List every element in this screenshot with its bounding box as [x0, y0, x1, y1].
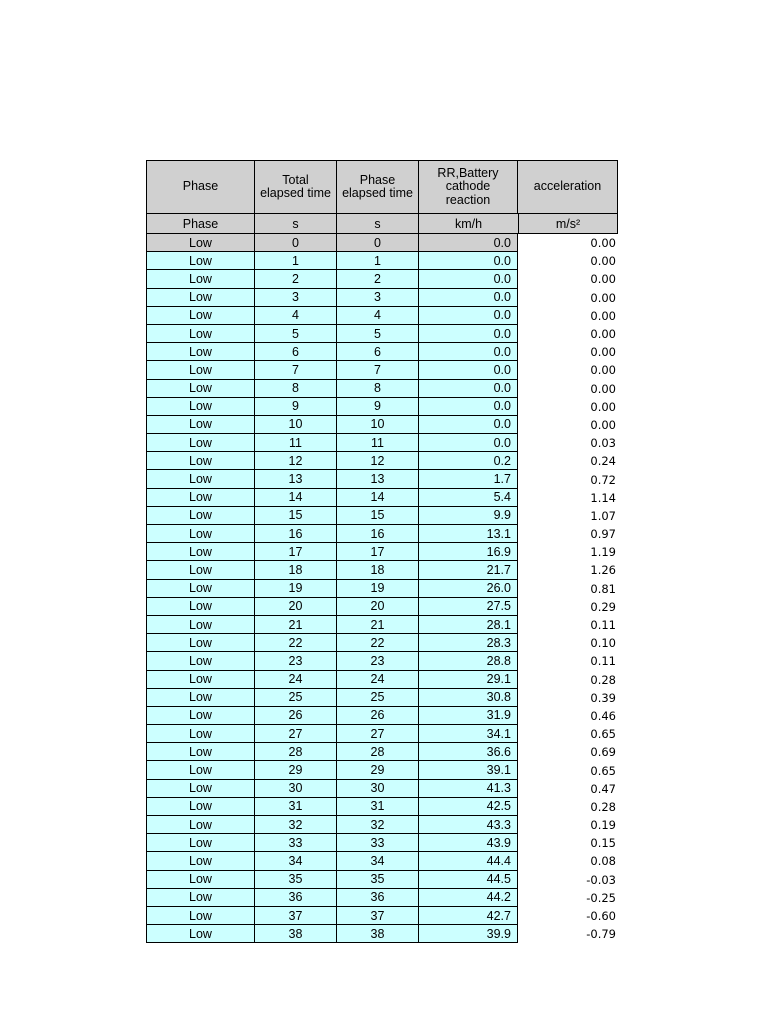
cell-total-elapsed-time[interactable]: 6: [254, 343, 336, 361]
cell-acceleration[interactable]: 0.28: [590, 799, 616, 814]
cell-total-elapsed-time[interactable]: 14: [254, 489, 336, 507]
table-row: [146, 798, 618, 816]
cell-phase[interactable]: Low: [146, 361, 254, 379]
cell-phase[interactable]: Low: [146, 507, 254, 525]
cell-speed[interactable]: 28.1: [418, 616, 518, 634]
table-row: [146, 761, 618, 779]
cell-speed[interactable]: 31.9: [418, 707, 518, 725]
cell-phase-elapsed-time[interactable]: 1: [336, 252, 418, 270]
cell-phase-elapsed-time[interactable]: 30: [336, 780, 418, 798]
cell-speed[interactable]: 34.1: [418, 725, 518, 743]
header-rr-battery-cathode-reaction[interactable]: RR,Battery cathode reaction: [418, 160, 518, 214]
cell-phase-elapsed-time[interactable]: 34: [336, 852, 418, 870]
table-row: [146, 270, 618, 288]
cell-speed[interactable]: 0.0: [418, 361, 518, 379]
cell-total-elapsed-time[interactable]: 17: [254, 543, 336, 561]
cell-phase-elapsed-time[interactable]: 7: [336, 361, 418, 379]
cell-acceleration[interactable]: 0.46: [590, 708, 616, 723]
table-row: [146, 580, 618, 598]
cell-phase[interactable]: Low: [146, 561, 254, 579]
cell-total-elapsed-time[interactable]: 29: [254, 761, 336, 779]
unit-phase[interactable]: Phase: [146, 214, 254, 234]
cell-phase-elapsed-time[interactable]: 23: [336, 652, 418, 670]
cell-speed[interactable]: 39.1: [418, 761, 518, 779]
cell-phase-elapsed-time[interactable]: 18: [336, 561, 418, 579]
cell-acceleration[interactable]: 0.00: [590, 254, 616, 269]
cell-speed[interactable]: 26.0: [418, 580, 518, 598]
cell-phase[interactable]: Low: [146, 907, 254, 925]
cell-speed[interactable]: 27.5: [418, 598, 518, 616]
cell-phase[interactable]: Low: [146, 252, 254, 270]
cell-total-elapsed-time[interactable]: 12: [254, 452, 336, 470]
cell-acceleration[interactable]: 0.11: [590, 618, 616, 633]
table-row: [146, 852, 618, 870]
cell-phase-elapsed-time[interactable]: 19: [336, 580, 418, 598]
cell-total-elapsed-time[interactable]: 36: [254, 889, 336, 907]
table-row: [146, 652, 618, 670]
cell-phase-elapsed-time[interactable]: 6: [336, 343, 418, 361]
cell-acceleration[interactable]: 0.00: [590, 417, 616, 432]
cell-phase-elapsed-time[interactable]: 31: [336, 798, 418, 816]
table-row: [146, 343, 618, 361]
table-row: [146, 416, 618, 434]
cell-phase[interactable]: Low: [146, 598, 254, 616]
cell-total-elapsed-time[interactable]: 37: [254, 907, 336, 925]
cell-total-elapsed-time[interactable]: 13: [254, 470, 336, 488]
cell-phase[interactable]: Low: [146, 816, 254, 834]
cell-acceleration[interactable]: 0.00: [590, 345, 616, 360]
cell-acceleration[interactable]: 0.00: [590, 381, 616, 396]
cell-acceleration[interactable]: 0.00: [590, 308, 616, 323]
cell-speed[interactable]: 29.1: [418, 671, 518, 689]
cell-speed[interactable]: 0.0: [418, 289, 518, 307]
cell-phase[interactable]: Low: [146, 289, 254, 307]
table-row: [146, 816, 618, 834]
cell-speed[interactable]: 0.0: [418, 307, 518, 325]
cell-total-elapsed-time[interactable]: 34: [254, 852, 336, 870]
cell-total-elapsed-time[interactable]: 5: [254, 325, 336, 343]
cell-phase-elapsed-time[interactable]: 21: [336, 616, 418, 634]
table-row: [146, 925, 618, 943]
table-row: [146, 725, 618, 743]
table-row: [146, 452, 618, 470]
cell-speed[interactable]: 30.8: [418, 689, 518, 707]
cell-speed[interactable]: 13.1: [418, 525, 518, 543]
cell-speed[interactable]: 36.6: [418, 743, 518, 761]
cell-total-elapsed-time[interactable]: 0: [254, 234, 336, 252]
cell-phase-elapsed-time[interactable]: 29: [336, 761, 418, 779]
cell-speed[interactable]: 0.2: [418, 452, 518, 470]
header-phase-elapsed-time[interactable]: Phase elapsed time: [336, 160, 418, 214]
cell-total-elapsed-time[interactable]: 1: [254, 252, 336, 270]
cell-speed[interactable]: 0.0: [418, 270, 518, 288]
table-row: [146, 780, 618, 798]
cell-phase-elapsed-time[interactable]: 35: [336, 871, 418, 889]
table-row: [146, 398, 618, 416]
cell-speed[interactable]: 42.7: [418, 907, 518, 925]
cell-phase[interactable]: Low: [146, 543, 254, 561]
cell-total-elapsed-time[interactable]: 32: [254, 816, 336, 834]
cell-speed[interactable]: 28.8: [418, 652, 518, 670]
cell-phase[interactable]: Low: [146, 616, 254, 634]
cell-phase[interactable]: Low: [146, 234, 254, 252]
table-row: [146, 616, 618, 634]
cell-speed[interactable]: 41.3: [418, 780, 518, 798]
cell-phase[interactable]: Low: [146, 671, 254, 689]
cell-total-elapsed-time[interactable]: 30: [254, 780, 336, 798]
cell-total-elapsed-time[interactable]: 25: [254, 689, 336, 707]
cell-speed[interactable]: 0.0: [418, 434, 518, 452]
unit-total-elapsed-time[interactable]: s: [254, 214, 336, 234]
cell-acceleration[interactable]: 0.00: [590, 272, 616, 287]
cell-speed[interactable]: 0.0: [418, 416, 518, 434]
cell-phase[interactable]: Low: [146, 761, 254, 779]
cell-phase[interactable]: Low: [146, 743, 254, 761]
cell-phase[interactable]: Low: [146, 416, 254, 434]
unit-acceleration[interactable]: m/s²: [518, 214, 618, 234]
cell-phase[interactable]: Low: [146, 380, 254, 398]
cell-speed[interactable]: 0.0: [418, 380, 518, 398]
cell-acceleration[interactable]: 0.28: [590, 672, 616, 687]
cell-phase-elapsed-time[interactable]: 36: [336, 889, 418, 907]
cell-acceleration[interactable]: 0.00: [590, 236, 616, 251]
cell-phase[interactable]: Low: [146, 470, 254, 488]
cell-acceleration[interactable]: 0.47: [590, 781, 616, 796]
cell-phase[interactable]: Low: [146, 707, 254, 725]
cell-phase-elapsed-time[interactable]: 28: [336, 743, 418, 761]
table-row: [146, 907, 618, 925]
cell-speed[interactable]: 44.5: [418, 871, 518, 889]
units-row: [146, 214, 618, 234]
cell-acceleration[interactable]: 1.07: [590, 508, 616, 523]
table-row: [146, 871, 618, 889]
unit-speed[interactable]: km/h: [418, 214, 518, 234]
cell-total-elapsed-time[interactable]: 3: [254, 289, 336, 307]
cell-phase[interactable]: Low: [146, 652, 254, 670]
cell-acceleration[interactable]: -0.79: [586, 927, 616, 942]
cell-acceleration[interactable]: 0.69: [590, 745, 616, 760]
cell-total-elapsed-time[interactable]: 18: [254, 561, 336, 579]
cell-acceleration[interactable]: -0.25: [586, 890, 616, 905]
cell-phase[interactable]: Low: [146, 343, 254, 361]
cell-phase[interactable]: Low: [146, 689, 254, 707]
cell-phase-elapsed-time[interactable]: 4: [336, 307, 418, 325]
cell-speed[interactable]: 44.2: [418, 889, 518, 907]
table-row: [146, 889, 618, 907]
cell-speed[interactable]: 0.0: [418, 234, 518, 252]
cell-speed[interactable]: 1.7: [418, 470, 518, 488]
cell-phase[interactable]: Low: [146, 798, 254, 816]
cell-acceleration[interactable]: 0.39: [590, 690, 616, 705]
cell-total-elapsed-time[interactable]: 7: [254, 361, 336, 379]
cell-phase-elapsed-time[interactable]: 26: [336, 707, 418, 725]
cell-phase-elapsed-time[interactable]: 13: [336, 470, 418, 488]
cell-phase-elapsed-time[interactable]: 9: [336, 398, 418, 416]
cell-phase[interactable]: Low: [146, 434, 254, 452]
cell-speed[interactable]: 0.0: [418, 398, 518, 416]
cell-total-elapsed-time[interactable]: 4: [254, 307, 336, 325]
cell-phase-elapsed-time[interactable]: 20: [336, 598, 418, 616]
table-row: [146, 689, 618, 707]
cell-total-elapsed-time[interactable]: 33: [254, 834, 336, 852]
cell-acceleration[interactable]: 0.72: [590, 472, 616, 487]
cell-phase-elapsed-time[interactable]: 25: [336, 689, 418, 707]
cell-phase[interactable]: Low: [146, 852, 254, 870]
table-row: [146, 561, 618, 579]
cell-speed[interactable]: 0.0: [418, 325, 518, 343]
cell-total-elapsed-time[interactable]: 38: [254, 925, 336, 943]
table-row: [146, 252, 618, 270]
cell-phase-elapsed-time[interactable]: 22: [336, 634, 418, 652]
cell-acceleration[interactable]: 0.15: [590, 836, 616, 851]
cell-phase[interactable]: Low: [146, 270, 254, 288]
cell-phase[interactable]: Low: [146, 580, 254, 598]
table-row: [146, 671, 618, 689]
cell-acceleration[interactable]: 0.00: [590, 290, 616, 305]
header-total-elapsed-time[interactable]: Total elapsed time: [254, 160, 336, 214]
table-row: [146, 289, 618, 307]
cell-total-elapsed-time[interactable]: 2: [254, 270, 336, 288]
cell-acceleration[interactable]: 0.24: [590, 454, 616, 469]
unit-phase-elapsed-time[interactable]: s: [336, 214, 418, 234]
table-row: [146, 743, 618, 761]
cell-phase[interactable]: Low: [146, 307, 254, 325]
cell-total-elapsed-time[interactable]: 24: [254, 671, 336, 689]
table-row: [146, 525, 618, 543]
cell-speed[interactable]: 16.9: [418, 543, 518, 561]
cell-phase-elapsed-time[interactable]: 8: [336, 380, 418, 398]
cell-acceleration[interactable]: 0.08: [590, 854, 616, 869]
cell-phase[interactable]: Low: [146, 834, 254, 852]
header-phase[interactable]: Phase: [146, 160, 254, 214]
cell-speed[interactable]: 0.0: [418, 252, 518, 270]
cell-acceleration[interactable]: 0.03: [590, 436, 616, 451]
cell-acceleration[interactable]: 0.10: [590, 636, 616, 651]
table-row: [146, 325, 618, 343]
cell-acceleration[interactable]: 1.26: [590, 563, 616, 578]
cell-total-elapsed-time[interactable]: 35: [254, 871, 336, 889]
table-row: [146, 307, 618, 325]
cell-total-elapsed-time[interactable]: 20: [254, 598, 336, 616]
cell-phase-elapsed-time[interactable]: 10: [336, 416, 418, 434]
table-row: [146, 361, 618, 379]
cell-phase[interactable]: Low: [146, 889, 254, 907]
cell-acceleration[interactable]: 0.19: [590, 818, 616, 833]
cell-phase-elapsed-time[interactable]: 3: [336, 289, 418, 307]
cell-total-elapsed-time[interactable]: 21: [254, 616, 336, 634]
cell-speed[interactable]: 43.9: [418, 834, 518, 852]
cell-speed[interactable]: 43.3: [418, 816, 518, 834]
header-acceleration[interactable]: acceleration: [518, 160, 618, 214]
cell-acceleration[interactable]: 0.97: [590, 527, 616, 542]
cell-phase-elapsed-time[interactable]: 24: [336, 671, 418, 689]
cell-total-elapsed-time[interactable]: 16: [254, 525, 336, 543]
table-row: [146, 380, 618, 398]
cell-speed[interactable]: 28.3: [418, 634, 518, 652]
cell-acceleration[interactable]: 1.19: [590, 545, 616, 560]
cell-phase-elapsed-time[interactable]: 16: [336, 525, 418, 543]
cell-phase-elapsed-time[interactable]: 11: [336, 434, 418, 452]
cell-phase[interactable]: Low: [146, 489, 254, 507]
cell-total-elapsed-time[interactable]: 15: [254, 507, 336, 525]
cell-acceleration[interactable]: -0.03: [586, 872, 616, 887]
cell-phase-elapsed-time[interactable]: 12: [336, 452, 418, 470]
table-row: [146, 234, 618, 252]
table-row: [146, 598, 618, 616]
cell-acceleration[interactable]: 0.81: [590, 581, 616, 596]
cell-total-elapsed-time[interactable]: 28: [254, 743, 336, 761]
cell-speed[interactable]: 9.9: [418, 507, 518, 525]
cell-phase-elapsed-time[interactable]: 32: [336, 816, 418, 834]
cell-phase-elapsed-time[interactable]: 15: [336, 507, 418, 525]
cell-acceleration[interactable]: 0.29: [590, 599, 616, 614]
cell-acceleration[interactable]: 1.14: [590, 490, 616, 505]
table-row: [146, 507, 618, 525]
cell-phase-elapsed-time[interactable]: 0: [336, 234, 418, 252]
cell-total-elapsed-time[interactable]: 19: [254, 580, 336, 598]
cell-total-elapsed-time[interactable]: 22: [254, 634, 336, 652]
table-row: [146, 543, 618, 561]
cell-phase[interactable]: Low: [146, 525, 254, 543]
cell-speed[interactable]: 44.4: [418, 852, 518, 870]
cell-phase[interactable]: Low: [146, 925, 254, 943]
cell-phase-elapsed-time[interactable]: 27: [336, 725, 418, 743]
spreadsheet-table: [146, 160, 618, 943]
cell-total-elapsed-time[interactable]: 10: [254, 416, 336, 434]
cell-phase[interactable]: Low: [146, 780, 254, 798]
cell-phase-elapsed-time[interactable]: 38: [336, 925, 418, 943]
cell-acceleration[interactable]: 0.00: [590, 399, 616, 414]
cell-total-elapsed-time[interactable]: 23: [254, 652, 336, 670]
table-row: [146, 434, 618, 452]
cell-total-elapsed-time[interactable]: 11: [254, 434, 336, 452]
cell-acceleration[interactable]: 0.65: [590, 763, 616, 778]
cell-phase-elapsed-time[interactable]: 33: [336, 834, 418, 852]
cell-speed[interactable]: 39.9: [418, 925, 518, 943]
cell-speed[interactable]: 5.4: [418, 489, 518, 507]
table-row: [146, 707, 618, 725]
cell-total-elapsed-time[interactable]: 26: [254, 707, 336, 725]
cell-acceleration[interactable]: 0.11: [590, 654, 616, 669]
cell-phase-elapsed-time[interactable]: 37: [336, 907, 418, 925]
cell-total-elapsed-time[interactable]: 27: [254, 725, 336, 743]
cell-phase-elapsed-time[interactable]: 14: [336, 489, 418, 507]
cell-phase[interactable]: Low: [146, 325, 254, 343]
table-row: [146, 489, 618, 507]
cell-phase-elapsed-time[interactable]: 17: [336, 543, 418, 561]
header-row: [146, 160, 618, 214]
table-row: [146, 634, 618, 652]
cell-speed[interactable]: 0.0: [418, 343, 518, 361]
cell-phase-elapsed-time[interactable]: 5: [336, 325, 418, 343]
cell-phase[interactable]: Low: [146, 871, 254, 889]
cell-acceleration[interactable]: -0.60: [586, 909, 616, 924]
cell-total-elapsed-time[interactable]: 9: [254, 398, 336, 416]
cell-phase[interactable]: Low: [146, 634, 254, 652]
cell-phase[interactable]: Low: [146, 452, 254, 470]
cell-acceleration[interactable]: 0.65: [590, 727, 616, 742]
cell-phase-elapsed-time[interactable]: 2: [336, 270, 418, 288]
table-row: [146, 470, 618, 488]
cell-acceleration[interactable]: 0.00: [590, 327, 616, 342]
cell-total-elapsed-time[interactable]: 31: [254, 798, 336, 816]
cell-phase[interactable]: Low: [146, 398, 254, 416]
cell-speed[interactable]: 42.5: [418, 798, 518, 816]
cell-total-elapsed-time[interactable]: 8: [254, 380, 336, 398]
cell-phase[interactable]: Low: [146, 725, 254, 743]
cell-acceleration[interactable]: 0.00: [590, 363, 616, 378]
cell-speed[interactable]: 21.7: [418, 561, 518, 579]
data-rows: [146, 234, 618, 943]
table-row: [146, 834, 618, 852]
